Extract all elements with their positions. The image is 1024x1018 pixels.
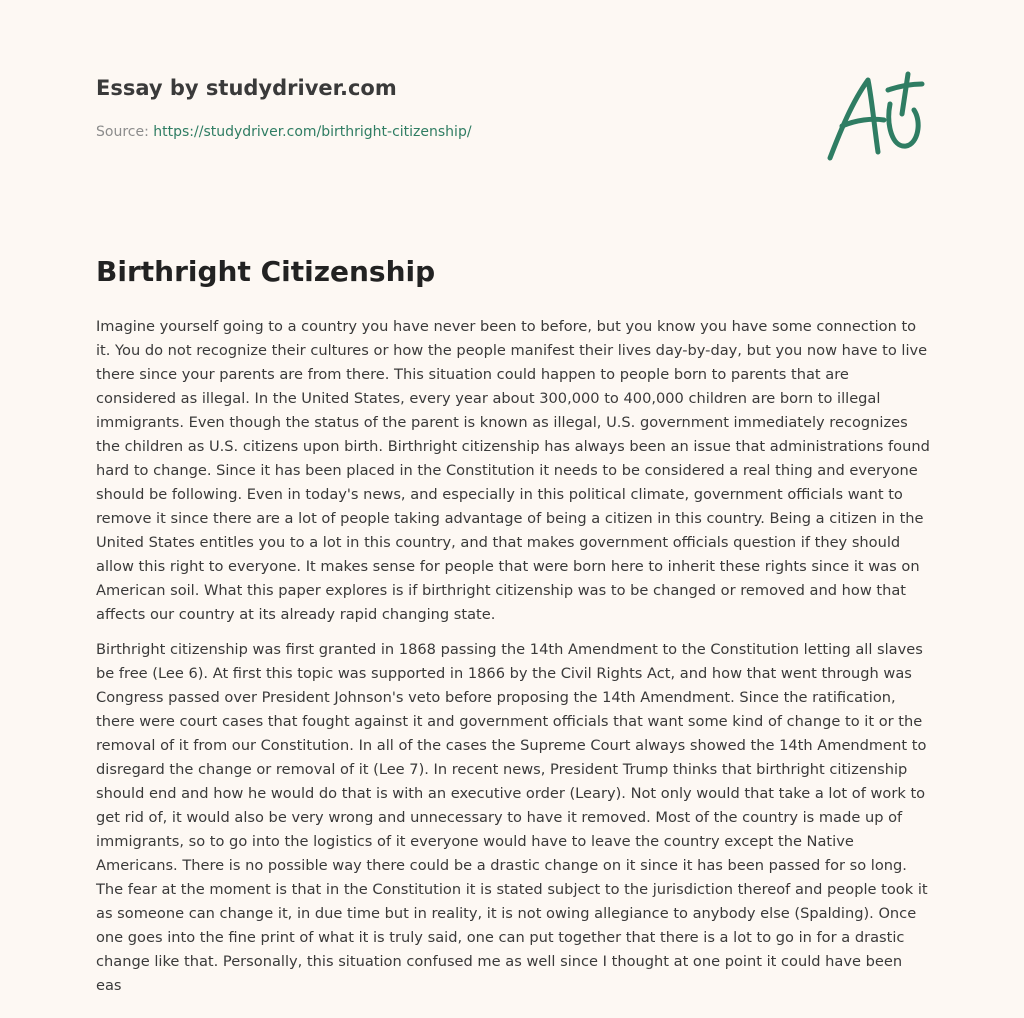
paragraph-1: Imagine yourself going to a country you have never been to before, but you know you have some connection to it. You do not recognize their cultures or how the people manifest their lives day-by-day, but you now have to live there since your parents are from there. This situation could happen to people born to parents that are considered as illegal. In the United States, every year about 300,000 to 400,000 children are born to illegal immigrants. Even though the status of the parent is known as illegal, U.S. government immediately recognizes the children as U.S. citizens upon birth. Birthright citizenship has always been an issue that administrations found hard to change. Since it has been placed in the Constitution it needs to be considered a real thing and everyone should be following. Even in today's news, and especially in this political climate, government officials want to remove it since there are a lot of people taking advantage of being a citizen in this country. Being a citizen in the United States entitles you to a lot in this country, and that makes government officials question if they should allow this right to everyone. It makes sense for people that were born here to inherit these rights since it was on American soil. What this paper explores is if birthright citizenship was to be changed or removed and how that affects our country at its already rapid changing state. [96,318,930,623]
document-body [96,315,930,1009]
source-link[interactable]: https://studydriver.com/birthright-citizenship/ [153,124,472,140]
source-label: Source: [96,124,149,140]
a-plus-logo-svg [822,66,928,166]
site-brand: Essay by studydriver.com [96,76,397,100]
a-crossbar-stroke [842,119,884,126]
document-title: Birthright Citizenship [96,255,436,288]
plus-vertical-stroke [902,74,908,114]
a-plus-grade-icon [822,66,928,166]
source-line [96,124,472,140]
paragraph-2: Birthright citizenship was first granted in 1868 passing the 14th Amendment to the Constitution letting all slaves be free (Lee 6). At first this topic was supported in 1866 by the Civil Rights Act, and how that went through was Congress passed over President Johnson's veto before proposing the 14th Amendment. Since the ratification, there were court cases that fought against it and government officials that want some kind of change to it or the removal of it from our Constitution. In all of the cases the Supreme Court always showed the 14th Amendment to disregard the change or removal of it (Lee 7). In recent news, President Trump thinks that birthright citizenship should end and how he would do that is with an executive order (Leary). Not only would that take a lot of work to get rid of, it would also be very wrong and unnecessary to have it removed. Most of the country is made up of immigrants, so to go into the logistics of it everyone would have to leave the country except the Native Americans. There is no possible way there could be a drastic change on it since it has been passed for so long. The fear at the moment is that in the Constitution it is stated subject to the jurisdiction thereof and people took it as someone can change it, in due time but in reality, it is not owing allegiance to anybody else (Spalding). Once one goes into the fine print of what it is truly said, one can put together that there is a lot to go in for a drastic change like that. Personally, this situation confused me as well since I thought at one point it could have been eas [96,641,928,994]
